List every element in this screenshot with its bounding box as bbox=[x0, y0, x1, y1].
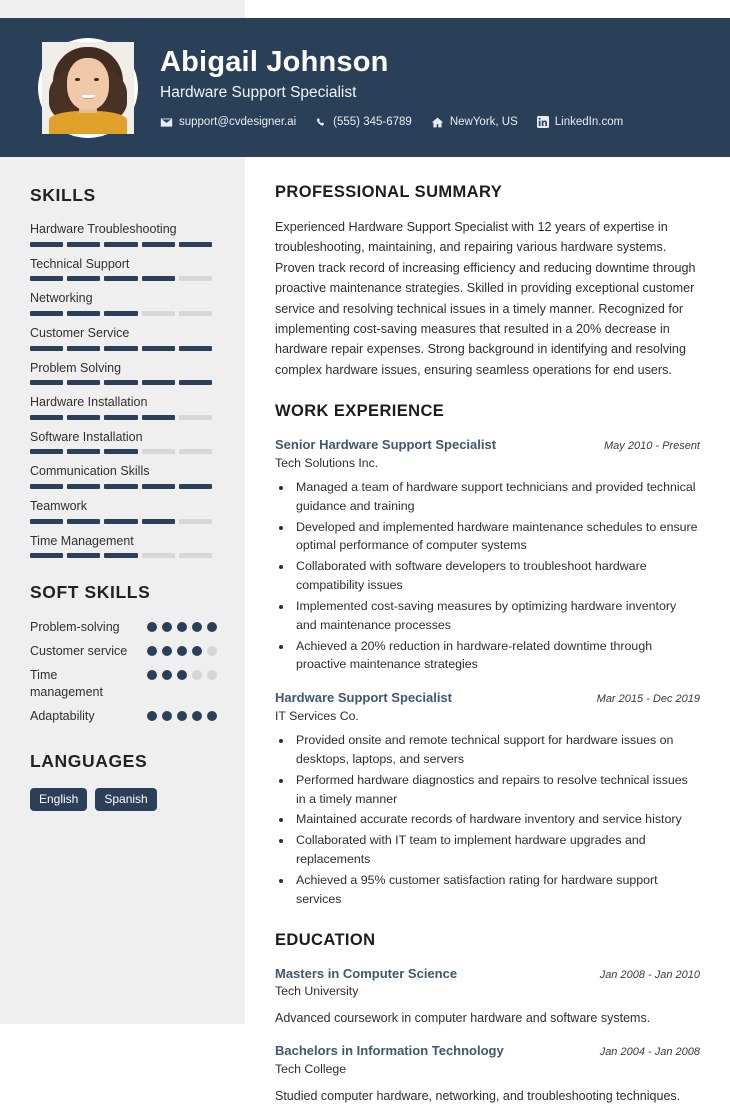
soft-skill-row bbox=[30, 708, 217, 725]
skill-level-bar bbox=[30, 449, 212, 454]
home-icon bbox=[431, 116, 444, 129]
skill-item bbox=[30, 257, 217, 282]
soft-skill-label: Problem-solving bbox=[30, 620, 120, 635]
summary-heading: PROFESSIONAL SUMMARY bbox=[275, 183, 503, 201]
rating-dot bbox=[192, 670, 202, 680]
skill-level-bar bbox=[30, 415, 212, 420]
contact-location-text: NewYork, US bbox=[449, 116, 518, 129]
list-item: • Provided onsite and remote technical support for hardware issues on desktops, laptops, and servers bbox=[293, 731, 700, 769]
rating-dot bbox=[147, 711, 157, 721]
skill-bar-segment bbox=[104, 519, 137, 524]
summary-text: Experienced Hardware Support Specialist with 12 years of expertise in troubleshooting, maintaining, and repairing various hardware systems. Proven track record of increasing efficiency and reducing downtime through proactive maintenance strategies. Skilled in providing exceptional customer service and resolving technical issues in a timely manner. Recognized for implementing cost-saving measures that resulted in a 20% decrease in hardware repair expenses. Strong background in identifying and resolving complex hardware issues, ensuring seamless operations for end users. bbox=[275, 220, 696, 377]
skill-item bbox=[30, 222, 217, 247]
envelope-icon bbox=[160, 116, 173, 129]
experience-company: IT Services Co. bbox=[275, 708, 359, 723]
contact-email-text: support@cvdesigner.ai bbox=[179, 116, 297, 129]
skill-item bbox=[30, 464, 217, 489]
skill-item bbox=[30, 534, 217, 559]
language-chip[interactable]: English bbox=[30, 788, 87, 812]
experience-date: May 2010 - Present bbox=[604, 440, 700, 453]
skill-bar-segment bbox=[30, 415, 63, 420]
skill-label: Hardware Installation bbox=[30, 395, 148, 410]
skill-bar-segment bbox=[179, 380, 212, 385]
soft-skills-heading: SOFT SKILLS bbox=[30, 582, 151, 603]
skill-label: Customer Service bbox=[30, 325, 130, 340]
skill-level-bar bbox=[30, 380, 212, 385]
education-entry-header bbox=[275, 965, 700, 983]
header-job-title: Hardware Support Specialist bbox=[160, 83, 357, 101]
skill-label: Problem Solving bbox=[30, 360, 122, 375]
skill-bar-segment bbox=[142, 484, 175, 489]
skill-bar-segment bbox=[142, 553, 175, 558]
list-item: • Managed a team of hardware support technicians and provided technical guidance and training bbox=[293, 478, 700, 516]
rating-dot bbox=[207, 670, 217, 680]
education-entry bbox=[275, 965, 700, 1029]
soft-skill-rating bbox=[147, 667, 217, 680]
rating-dot bbox=[177, 646, 187, 656]
skill-bar-segment bbox=[142, 449, 175, 454]
contact-linkedin[interactable] bbox=[537, 116, 623, 128]
skill-item bbox=[30, 326, 217, 351]
top-strip bbox=[0, 0, 245, 18]
skill-bar-segment bbox=[104, 449, 137, 454]
rating-dot bbox=[162, 711, 172, 721]
soft-skill-row bbox=[30, 619, 217, 636]
education-school: Tech University bbox=[275, 984, 359, 999]
skill-bar-segment bbox=[142, 276, 175, 281]
skill-bar-segment bbox=[142, 415, 175, 420]
list-item: • Collaborated with software developers to troubleshoot hardware compatibility issues bbox=[293, 557, 700, 595]
experience-entry bbox=[275, 436, 700, 674]
experience-bullets bbox=[293, 731, 700, 909]
education-degree[interactable]: Bachelors in Information Technology bbox=[275, 1043, 504, 1059]
skill-item bbox=[30, 499, 217, 524]
linkedin-icon bbox=[537, 116, 549, 128]
skill-bar-segment bbox=[67, 484, 100, 489]
education-heading: EDUCATION bbox=[275, 930, 376, 949]
rating-dot bbox=[162, 646, 172, 656]
skill-bar-segment bbox=[67, 311, 100, 316]
rating-dot bbox=[192, 646, 202, 656]
skill-bar-segment bbox=[67, 449, 100, 454]
skill-bar-segment bbox=[30, 276, 63, 281]
skill-bar-segment bbox=[104, 415, 137, 420]
soft-skill-rating bbox=[147, 619, 217, 632]
experience-job-title[interactable]: Hardware Support Specialist bbox=[275, 690, 452, 706]
skill-label: Hardware Troubleshooting bbox=[30, 222, 177, 236]
contact-linkedin-text: LinkedIn.com bbox=[554, 116, 624, 129]
skill-bar-segment bbox=[30, 553, 63, 558]
list-item: • Implemented cost-saving measures by optimizing hardware inventory and maintenance processes bbox=[293, 597, 700, 635]
education-school: Tech College bbox=[275, 1061, 347, 1076]
skill-bar-segment bbox=[104, 276, 137, 281]
skill-label: Technical Support bbox=[30, 256, 130, 271]
soft-skill-label: Customer service bbox=[30, 644, 128, 659]
contact-phone[interactable] bbox=[315, 116, 412, 128]
list-item: • Performed hardware diagnostics and repairs to resolve technical issues in a timely manner bbox=[293, 771, 700, 809]
list-item: • Collaborated with IT team to implement hardware upgrades and replacements bbox=[293, 831, 700, 869]
skill-bar-segment bbox=[30, 380, 63, 385]
languages-heading: LANGUAGES bbox=[30, 750, 148, 771]
experience-heading: WORK EXPERIENCE bbox=[275, 402, 445, 421]
languages-list bbox=[30, 788, 217, 812]
soft-skill-label: Time management bbox=[30, 668, 103, 699]
skill-label: Software Installation bbox=[30, 429, 143, 444]
rating-dot bbox=[192, 622, 202, 632]
skill-item bbox=[30, 291, 217, 316]
summary-section bbox=[275, 183, 700, 380]
education-description: Studied computer hardware, networking, and troubleshooting techniques. bbox=[275, 1088, 681, 1103]
rating-dot bbox=[207, 711, 217, 721]
skill-bar-segment bbox=[142, 346, 175, 351]
skill-bar-segment bbox=[179, 415, 212, 420]
rating-dot bbox=[207, 622, 217, 632]
skill-bar-segment bbox=[67, 415, 100, 420]
resume-body bbox=[0, 157, 730, 1103]
rating-dot bbox=[192, 711, 202, 721]
skill-label: Time Management bbox=[30, 533, 134, 548]
skill-level-bar bbox=[30, 519, 212, 524]
education-degree[interactable]: Masters in Computer Science bbox=[275, 965, 458, 981]
education-list bbox=[275, 965, 700, 1106]
skill-bar-segment bbox=[30, 311, 63, 316]
skill-bar-segment bbox=[104, 553, 137, 558]
rating-dot bbox=[147, 646, 157, 656]
experience-entry-header bbox=[275, 436, 700, 454]
skill-bar-segment bbox=[179, 449, 212, 454]
education-entry bbox=[275, 1042, 700, 1106]
skill-label: Teamwork bbox=[30, 499, 87, 513]
education-date: Jan 2004 - Jan 2008 bbox=[599, 1046, 700, 1059]
skill-bar-segment bbox=[67, 519, 100, 524]
rating-dot bbox=[162, 622, 172, 632]
page-title: Abigail Johnson bbox=[160, 46, 389, 79]
skills-list bbox=[30, 222, 217, 558]
skill-bar-segment bbox=[142, 311, 175, 316]
contact-location[interactable] bbox=[431, 116, 518, 129]
skill-level-bar bbox=[30, 276, 212, 281]
list-item: • Achieved a 20% reduction in hardware-related downtime through proactive maintenance strategies bbox=[293, 637, 700, 675]
main-column bbox=[245, 157, 730, 1103]
skill-level-bar bbox=[30, 311, 212, 316]
skill-bar-segment bbox=[67, 553, 100, 558]
skill-bar-segment bbox=[179, 553, 212, 558]
skill-bar-segment bbox=[30, 346, 63, 351]
rating-dot bbox=[177, 711, 187, 721]
soft-skill-row bbox=[30, 667, 217, 701]
rating-dot bbox=[162, 670, 172, 680]
resume-header bbox=[0, 18, 730, 157]
skill-bar-segment bbox=[179, 346, 212, 351]
skill-bar-segment bbox=[104, 380, 137, 385]
skill-label: Networking bbox=[30, 291, 93, 306]
skills-section bbox=[30, 185, 217, 558]
skill-bar-segment bbox=[142, 242, 175, 247]
experience-company: Tech Solutions Inc. bbox=[275, 455, 379, 470]
skill-bar-segment bbox=[30, 449, 63, 454]
soft-skill-rating bbox=[147, 643, 217, 656]
skill-bar-segment bbox=[104, 311, 137, 316]
rating-dot bbox=[177, 622, 187, 632]
skill-bar-segment bbox=[30, 519, 63, 524]
experience-section bbox=[275, 402, 700, 909]
header-text-block bbox=[160, 46, 623, 128]
skill-level-bar bbox=[30, 346, 212, 351]
experience-entry-header bbox=[275, 689, 700, 707]
soft-skills-section bbox=[30, 582, 217, 724]
experience-job-title[interactable]: Senior Hardware Support Specialist bbox=[275, 437, 497, 453]
skill-bar-segment bbox=[179, 519, 212, 524]
skill-item bbox=[30, 430, 217, 455]
rating-dot bbox=[207, 646, 217, 656]
skill-item bbox=[30, 395, 217, 420]
education-section bbox=[275, 931, 700, 1106]
skill-bar-segment bbox=[179, 484, 212, 489]
list-item: • Achieved a 95% customer satisfaction rating for hardware support services bbox=[293, 871, 700, 909]
skill-level-bar bbox=[30, 553, 212, 558]
languages-section bbox=[30, 751, 217, 812]
skill-item bbox=[30, 361, 217, 386]
skill-bar-segment bbox=[30, 484, 63, 489]
skill-bar-segment bbox=[179, 242, 212, 247]
skill-bar-segment bbox=[67, 276, 100, 281]
soft-skill-label: Adaptability bbox=[30, 708, 95, 723]
contact-phone-text: (555) 345-6789 bbox=[333, 116, 412, 129]
skill-bar-segment bbox=[104, 346, 137, 351]
skill-bar-segment bbox=[67, 242, 100, 247]
experience-entry bbox=[275, 689, 700, 908]
experience-date: Mar 2015 - Dec 2019 bbox=[596, 693, 700, 706]
education-entry-header bbox=[275, 1042, 700, 1060]
experience-list bbox=[275, 436, 700, 909]
skill-bar-segment bbox=[67, 346, 100, 351]
soft-skills-list bbox=[30, 619, 217, 724]
skill-bar-segment bbox=[179, 276, 212, 281]
skill-bar-segment bbox=[67, 380, 100, 385]
sidebar bbox=[0, 157, 245, 1024]
education-date: Jan 2008 - Jan 2010 bbox=[599, 968, 700, 981]
skill-bar-segment bbox=[104, 242, 137, 247]
skill-label: Communication Skills bbox=[30, 464, 150, 479]
list-item: • Maintained accurate records of hardware inventory and service history bbox=[293, 810, 700, 829]
skill-level-bar bbox=[30, 242, 212, 247]
phone-icon bbox=[315, 116, 327, 128]
skill-bar-segment bbox=[30, 242, 63, 247]
contact-email[interactable] bbox=[160, 116, 296, 129]
skill-bar-segment bbox=[142, 380, 175, 385]
skill-level-bar bbox=[30, 484, 212, 489]
contact-list bbox=[160, 116, 623, 129]
skill-bar-segment bbox=[179, 311, 212, 316]
education-description: Advanced coursework in computer hardware and software systems. bbox=[275, 1011, 651, 1026]
skills-heading: SKILLS bbox=[30, 185, 96, 205]
language-chip[interactable]: Spanish bbox=[95, 788, 156, 812]
rating-dot bbox=[177, 670, 187, 680]
avatar bbox=[38, 38, 138, 138]
avatar-photo bbox=[42, 42, 134, 134]
experience-bullets bbox=[293, 478, 700, 674]
list-item: • Developed and implemented hardware maintenance schedules to ensure optimal performance of computer systems bbox=[293, 518, 700, 556]
rating-dot bbox=[147, 622, 157, 632]
soft-skill-row bbox=[30, 643, 217, 660]
skill-bar-segment bbox=[142, 519, 175, 524]
rating-dot bbox=[147, 670, 157, 680]
soft-skill-rating bbox=[147, 708, 217, 721]
skill-bar-segment bbox=[104, 484, 137, 489]
